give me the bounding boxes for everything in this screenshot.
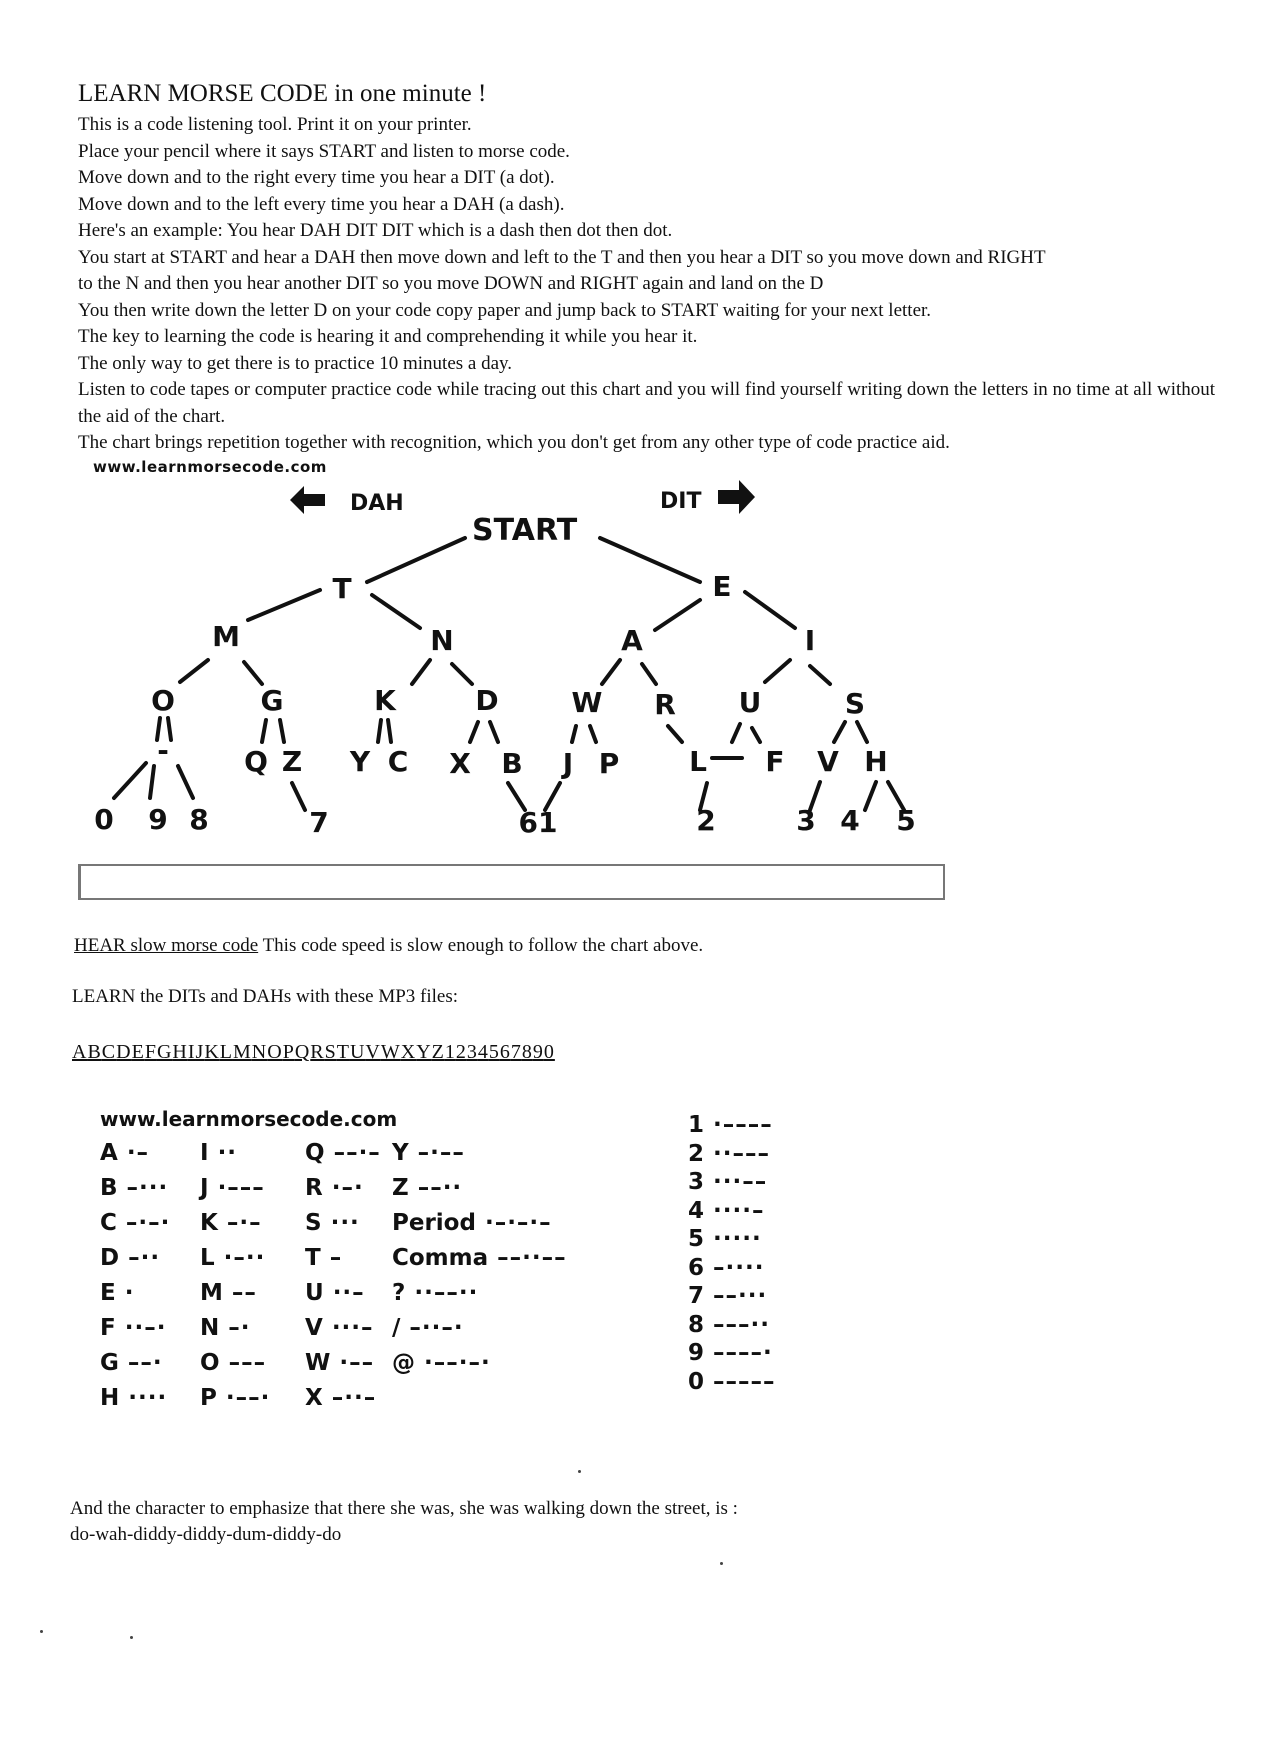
legend-code: ·–· bbox=[322, 1175, 364, 1201]
hear-row bbox=[74, 935, 703, 957]
tree-node-0: 0 bbox=[94, 803, 114, 836]
legend-code: ·– bbox=[117, 1140, 150, 1166]
legend-code: ––––· bbox=[704, 1340, 773, 1366]
mp3-link[interactable]: H bbox=[172, 1041, 188, 1063]
intro-line: This is a code listening tool. Print it on your printer. bbox=[78, 114, 472, 135]
tree-node-5: 5 bbox=[896, 804, 916, 837]
dah-label: DAH bbox=[350, 491, 404, 516]
branch-line bbox=[262, 720, 266, 742]
mp3-link-list bbox=[72, 1041, 555, 1064]
mp3-link[interactable]: Z bbox=[431, 1041, 445, 1063]
legend-entry bbox=[200, 1175, 265, 1201]
legend-char: F bbox=[100, 1315, 116, 1341]
tree-node-7: 7 bbox=[309, 806, 329, 839]
legend-char: 3 bbox=[688, 1169, 705, 1195]
hear-slow-code-link[interactable]: HEAR slow morse code bbox=[74, 935, 259, 956]
legend-char: P bbox=[200, 1385, 217, 1411]
legend-entry bbox=[305, 1350, 374, 1376]
legend-entry bbox=[200, 1210, 262, 1236]
legend-code: ··––·· bbox=[405, 1280, 479, 1306]
tree-node-dash: - bbox=[157, 734, 169, 767]
legend-char: H bbox=[100, 1385, 120, 1411]
legend-char: M bbox=[200, 1280, 223, 1306]
start-node: START bbox=[472, 513, 578, 548]
legend-char: O bbox=[200, 1350, 220, 1376]
legend-entry bbox=[200, 1245, 265, 1271]
scan-speck bbox=[720, 1562, 723, 1565]
mp3-link[interactable]: 1 bbox=[444, 1041, 456, 1063]
intro-line: Here's an example: You hear DAH DIT DIT which is a dash then dot then dot. bbox=[78, 220, 673, 241]
mp3-link[interactable]: Q bbox=[294, 1041, 311, 1063]
tree-node-g: G bbox=[260, 684, 284, 717]
legend-entry bbox=[688, 1369, 776, 1395]
mp3-link[interactable]: 4 bbox=[477, 1041, 489, 1063]
mp3-link[interactable]: A bbox=[72, 1041, 88, 1063]
legend-entry bbox=[688, 1198, 764, 1224]
intro-line: You start at START and hear a DAH then move down and left to the T and then you hear a DIT so you move down and RIGHT bbox=[78, 246, 1046, 268]
legend-char: J bbox=[200, 1175, 209, 1201]
legend-code: –·· bbox=[119, 1245, 161, 1271]
branch-line bbox=[470, 722, 478, 742]
legend-entry bbox=[100, 1210, 170, 1236]
legend-entry bbox=[688, 1112, 773, 1138]
intro-line: The chart brings repetition together with recognition, which you don't get from any other type of code practice aid. bbox=[78, 432, 950, 453]
branch-line bbox=[865, 782, 876, 810]
legend-char: A bbox=[100, 1140, 118, 1166]
legend-code: ···–– bbox=[704, 1169, 768, 1195]
legend-code: ·–·· bbox=[214, 1245, 266, 1271]
legend-char: 9 bbox=[688, 1340, 705, 1366]
legend-code: –·– bbox=[217, 1210, 262, 1236]
tree-node-b: B bbox=[501, 747, 523, 780]
mp3-link[interactable]: 3 bbox=[466, 1041, 478, 1063]
legend-entry bbox=[392, 1210, 552, 1236]
mp3-link[interactable]: 6 bbox=[499, 1041, 511, 1063]
mp3-link[interactable]: C bbox=[101, 1041, 117, 1063]
dit-label: DIT bbox=[660, 489, 702, 514]
legend-code: –·–· bbox=[116, 1210, 171, 1236]
tree-node-z: Z bbox=[281, 745, 303, 778]
branch-line bbox=[602, 660, 620, 684]
legend-char: 7 bbox=[688, 1283, 705, 1309]
legend-entry bbox=[392, 1280, 478, 1306]
legend-code: –··· bbox=[117, 1175, 169, 1201]
legend-char: T bbox=[305, 1245, 321, 1271]
legend-entry bbox=[200, 1280, 257, 1306]
legend-char: 2 bbox=[688, 1140, 705, 1167]
tree-node-w: W bbox=[571, 686, 603, 719]
branch-line bbox=[642, 664, 656, 684]
legend-code: ––··· bbox=[704, 1283, 768, 1309]
branch-line bbox=[810, 666, 830, 684]
legend-entry bbox=[392, 1315, 464, 1341]
legend-char: B bbox=[100, 1175, 118, 1201]
mp3-link[interactable]: F bbox=[144, 1041, 157, 1063]
mp3-link[interactable]: 8 bbox=[521, 1041, 533, 1063]
tree-node-p: P bbox=[598, 747, 620, 780]
legend-entry bbox=[688, 1340, 773, 1366]
tree-node-u: U bbox=[738, 686, 762, 719]
tree-node-r: R bbox=[654, 688, 676, 721]
footer-line: do-wah-diddy-diddy-dum-diddy-do bbox=[70, 1524, 342, 1545]
intro-line: to the N and then you hear another DIT so you move DOWN and RIGHT again and land on the D bbox=[78, 273, 824, 294]
legend-code: ·–·–·– bbox=[475, 1210, 552, 1236]
legend-code: ––·– bbox=[324, 1140, 381, 1166]
intro-line: The key to learning the code is hearing it and comprehending it while you hear it. bbox=[78, 326, 698, 347]
mp3-link[interactable]: O bbox=[267, 1041, 283, 1063]
legend-entry bbox=[392, 1140, 465, 1166]
tree-node-h: H bbox=[864, 745, 888, 778]
tree-node-m: M bbox=[212, 620, 240, 653]
scan-speck bbox=[130, 1636, 133, 1639]
branch-line bbox=[590, 726, 596, 742]
mp3-link[interactable]: R bbox=[310, 1041, 325, 1063]
legend-char: Period bbox=[392, 1210, 476, 1236]
legend-char: V bbox=[305, 1315, 323, 1341]
legend-entry bbox=[688, 1141, 770, 1167]
legend-code: –··–· bbox=[400, 1315, 464, 1341]
tree-node-l: L bbox=[689, 745, 707, 778]
legend-code: ·––– bbox=[208, 1175, 265, 1201]
tree-node-y: Y bbox=[349, 745, 371, 778]
legend-entry bbox=[200, 1350, 266, 1376]
intro-line: Move down and to the left every time you hear a DAH (a dash). bbox=[78, 193, 565, 215]
mp3-link[interactable]: J bbox=[195, 1041, 205, 1063]
legend-entry bbox=[688, 1226, 762, 1252]
legend-code: – bbox=[320, 1245, 343, 1271]
mp3-link[interactable]: 0 bbox=[543, 1041, 555, 1063]
dit-arrow-icon bbox=[718, 480, 755, 514]
branch-line bbox=[292, 783, 305, 810]
legend-char: Q bbox=[305, 1140, 325, 1166]
tree-node-61: 61 bbox=[518, 806, 558, 839]
legend-entry bbox=[392, 1350, 491, 1376]
learn-mp3-text: LEARN the DITs and DAHs with these MP3 files: bbox=[72, 986, 459, 1007]
scan-speck bbox=[578, 1470, 581, 1473]
legend-char: G bbox=[100, 1350, 119, 1376]
legend-char: 4 bbox=[688, 1197, 705, 1224]
legend-char: X bbox=[305, 1385, 323, 1411]
legend-entry bbox=[200, 1140, 237, 1166]
mp3-link[interactable]: B bbox=[87, 1041, 102, 1063]
legend-entry bbox=[100, 1385, 167, 1411]
legend-char: R bbox=[305, 1175, 323, 1201]
legend-code: ·· bbox=[208, 1140, 238, 1166]
legend-char: ? bbox=[392, 1280, 406, 1306]
intro-line: The only way to get there is to practice 10 minutes a day. bbox=[78, 352, 513, 374]
legend-code: ·–––– bbox=[704, 1112, 773, 1138]
legend-entry bbox=[688, 1312, 770, 1338]
hear-description: This code speed is slow enough to follow the chart above. bbox=[258, 935, 704, 956]
legend-char: K bbox=[200, 1210, 218, 1236]
legend-entry bbox=[200, 1385, 270, 1411]
tree-node-c: C bbox=[387, 745, 409, 778]
mp3-link[interactable]: W bbox=[380, 1041, 401, 1063]
mp3-link[interactable]: L bbox=[219, 1041, 233, 1063]
tree-node-e: E bbox=[712, 570, 732, 603]
legend-entry bbox=[100, 1350, 163, 1376]
legend-char: 8 bbox=[688, 1311, 705, 1338]
legend-code: ··––– bbox=[704, 1140, 770, 1167]
dah-arrow-icon bbox=[290, 486, 325, 514]
mp3-link[interactable]: V bbox=[365, 1041, 381, 1063]
legend-entry bbox=[305, 1175, 364, 1201]
tree-node-f: F bbox=[765, 745, 785, 778]
branch-line bbox=[834, 722, 845, 742]
legend-entry bbox=[392, 1245, 567, 1271]
tree-node-t: T bbox=[332, 572, 352, 605]
legend-char: C bbox=[100, 1210, 117, 1236]
legend-char: D bbox=[100, 1245, 120, 1271]
intro-line: Place your pencil where it says START and listen to morse code. bbox=[78, 140, 570, 162]
branch-line bbox=[412, 660, 430, 684]
legend-char: / bbox=[392, 1315, 401, 1341]
legend-code: ··–· bbox=[115, 1315, 167, 1341]
branch-line bbox=[248, 590, 320, 620]
branch-line bbox=[490, 722, 498, 742]
branch-line bbox=[388, 720, 391, 742]
legend-char: Y bbox=[392, 1140, 409, 1166]
tree-node-i: I bbox=[804, 624, 816, 657]
tree-node-4: 4 bbox=[840, 804, 860, 837]
legend-code: –··– bbox=[322, 1385, 377, 1411]
legend-code: ··· bbox=[321, 1210, 360, 1236]
legend-code: –––·· bbox=[704, 1311, 770, 1338]
mp3-link[interactable]: S bbox=[324, 1041, 337, 1063]
legend-entry bbox=[305, 1385, 376, 1411]
mp3-link[interactable]: M bbox=[232, 1041, 252, 1063]
tree-node-a: A bbox=[621, 624, 643, 657]
legend-char: W bbox=[305, 1350, 331, 1376]
legend-entry bbox=[305, 1245, 342, 1271]
legend-entry bbox=[100, 1280, 134, 1306]
mp3-link[interactable]: K bbox=[204, 1041, 220, 1063]
legend-entry bbox=[305, 1210, 360, 1236]
legend-char: 5 bbox=[688, 1226, 705, 1252]
legend-char: @ bbox=[392, 1350, 415, 1376]
legend-entry bbox=[305, 1280, 365, 1306]
legend-code: –· bbox=[219, 1315, 251, 1341]
code-copy-input[interactable] bbox=[78, 864, 945, 900]
branch-line bbox=[280, 720, 284, 742]
mp3-link[interactable]: I bbox=[187, 1041, 196, 1063]
footer-text bbox=[70, 1496, 738, 1548]
legend-entry bbox=[305, 1315, 374, 1341]
branch-line bbox=[114, 763, 146, 798]
mp3-link[interactable]: D bbox=[116, 1041, 132, 1063]
tree-node-q: Q bbox=[244, 745, 268, 778]
mp3-link[interactable]: G bbox=[156, 1041, 173, 1063]
mp3-link[interactable]: 5 bbox=[488, 1041, 500, 1063]
branch-line bbox=[378, 720, 381, 742]
legend-char: I bbox=[200, 1140, 209, 1166]
mp3-link[interactable]: X bbox=[400, 1041, 417, 1063]
legend-char: 6 bbox=[688, 1254, 705, 1281]
branch-line bbox=[244, 662, 262, 684]
tree-node-2: 2 bbox=[696, 804, 716, 837]
branch-line bbox=[752, 728, 760, 742]
intro-text bbox=[78, 112, 1228, 457]
legend-char: 1 bbox=[688, 1112, 705, 1138]
tree-node-9: 9 bbox=[148, 803, 168, 836]
branch-line bbox=[745, 592, 795, 628]
legend-char: S bbox=[305, 1210, 322, 1236]
mp3-link[interactable]: P bbox=[282, 1041, 295, 1063]
legend-code: ·––·–· bbox=[415, 1350, 491, 1376]
tree-node-v: V bbox=[817, 745, 839, 778]
tree-node-3: 3 bbox=[796, 804, 816, 837]
legend-code: ––· bbox=[118, 1350, 163, 1376]
legend-char: Z bbox=[392, 1175, 409, 1201]
site-url: www.learnmorsecode.com bbox=[93, 458, 327, 476]
branch-line bbox=[452, 664, 472, 684]
tree-node-o: O bbox=[151, 684, 175, 717]
legend-code: –···· bbox=[704, 1254, 765, 1281]
tree-node-d: D bbox=[475, 684, 499, 717]
legend-code: –– bbox=[222, 1280, 257, 1306]
legend-code: ····· bbox=[704, 1226, 762, 1252]
legend-entry bbox=[200, 1315, 251, 1341]
tree-node-j: J bbox=[562, 747, 574, 780]
legend-entry bbox=[688, 1255, 764, 1281]
legend-code: · bbox=[115, 1280, 135, 1306]
legend-char: L bbox=[200, 1245, 215, 1271]
tree-node-x: X bbox=[449, 747, 471, 780]
branch-line bbox=[150, 766, 154, 798]
legend-entry bbox=[392, 1175, 462, 1201]
legend-site-url: www.learnmorsecode.com bbox=[100, 1107, 398, 1131]
legend-entry bbox=[305, 1140, 381, 1166]
mp3-link[interactable]: 9 bbox=[532, 1041, 544, 1063]
legend-char: Comma bbox=[392, 1245, 489, 1271]
legend-char: N bbox=[200, 1315, 220, 1341]
branch-line bbox=[668, 726, 682, 742]
legend-code: –·–– bbox=[408, 1140, 465, 1166]
branch-line bbox=[572, 726, 576, 742]
legend-code: ··– bbox=[323, 1280, 365, 1306]
legend-char: U bbox=[305, 1280, 324, 1306]
mp3-link[interactable]: T bbox=[336, 1041, 350, 1063]
legend-entry bbox=[688, 1283, 767, 1309]
legend-code: ····– bbox=[704, 1197, 765, 1224]
legend-entry bbox=[100, 1175, 168, 1201]
legend-entry bbox=[100, 1315, 166, 1341]
branch-line bbox=[372, 595, 420, 628]
mp3-link[interactable]: E bbox=[131, 1041, 145, 1063]
legend-code: ·–– bbox=[330, 1350, 375, 1376]
legend-entry bbox=[688, 1169, 767, 1195]
legend-entry bbox=[100, 1245, 160, 1271]
intro-line: Listen to code tapes or computer practice code while tracing out this chart and you will find yourself writing down the letters in no time at all without the aid of the chart. bbox=[78, 379, 1216, 427]
scan-speck bbox=[40, 1630, 43, 1633]
tree-node-k: K bbox=[374, 684, 396, 717]
legend-code: ––··–– bbox=[488, 1245, 567, 1271]
legend-entry bbox=[100, 1140, 149, 1166]
branch-line bbox=[857, 722, 867, 742]
mp3-link[interactable]: N bbox=[251, 1041, 268, 1063]
legend-code: ···– bbox=[322, 1315, 374, 1341]
branch-line bbox=[732, 724, 740, 742]
legend-char: E bbox=[100, 1280, 116, 1306]
tree-node-8: 8 bbox=[189, 803, 209, 836]
footer-line: And the character to emphasize that there she was, she was walking down the street, is : bbox=[70, 1498, 738, 1519]
tree-letters bbox=[94, 570, 915, 839]
legend-code: ·––· bbox=[216, 1385, 271, 1411]
legend-code: ···· bbox=[119, 1385, 168, 1411]
branch-line bbox=[178, 766, 193, 798]
branch-line bbox=[180, 660, 208, 682]
branch-line bbox=[655, 600, 700, 630]
mp3-link[interactable]: 2 bbox=[455, 1041, 467, 1063]
morse-tree-chart bbox=[0, 470, 1000, 850]
tree-node-n: N bbox=[430, 624, 454, 657]
mp3-link[interactable]: 7 bbox=[510, 1041, 522, 1063]
legend-code: ––––– bbox=[704, 1368, 776, 1395]
legend-code: ––·· bbox=[408, 1175, 463, 1201]
legend-char: 0 bbox=[688, 1368, 705, 1395]
intro-line: Move down and to the right every time you hear a DIT (a dot). bbox=[78, 167, 555, 188]
mp3-link[interactable]: Y bbox=[416, 1041, 432, 1063]
branch-line bbox=[367, 538, 465, 582]
tree-node-s: S bbox=[844, 687, 866, 720]
page-title: LEARN MORSE CODE in one minute ! bbox=[78, 80, 487, 107]
intro-line: You then write down the letter D on your code copy paper and jump back to START waiting for your next letter. bbox=[78, 299, 932, 321]
branch-line bbox=[765, 660, 790, 682]
branch-line bbox=[600, 538, 700, 582]
mp3-link[interactable]: U bbox=[349, 1041, 366, 1063]
legend-code: ––– bbox=[219, 1350, 267, 1376]
